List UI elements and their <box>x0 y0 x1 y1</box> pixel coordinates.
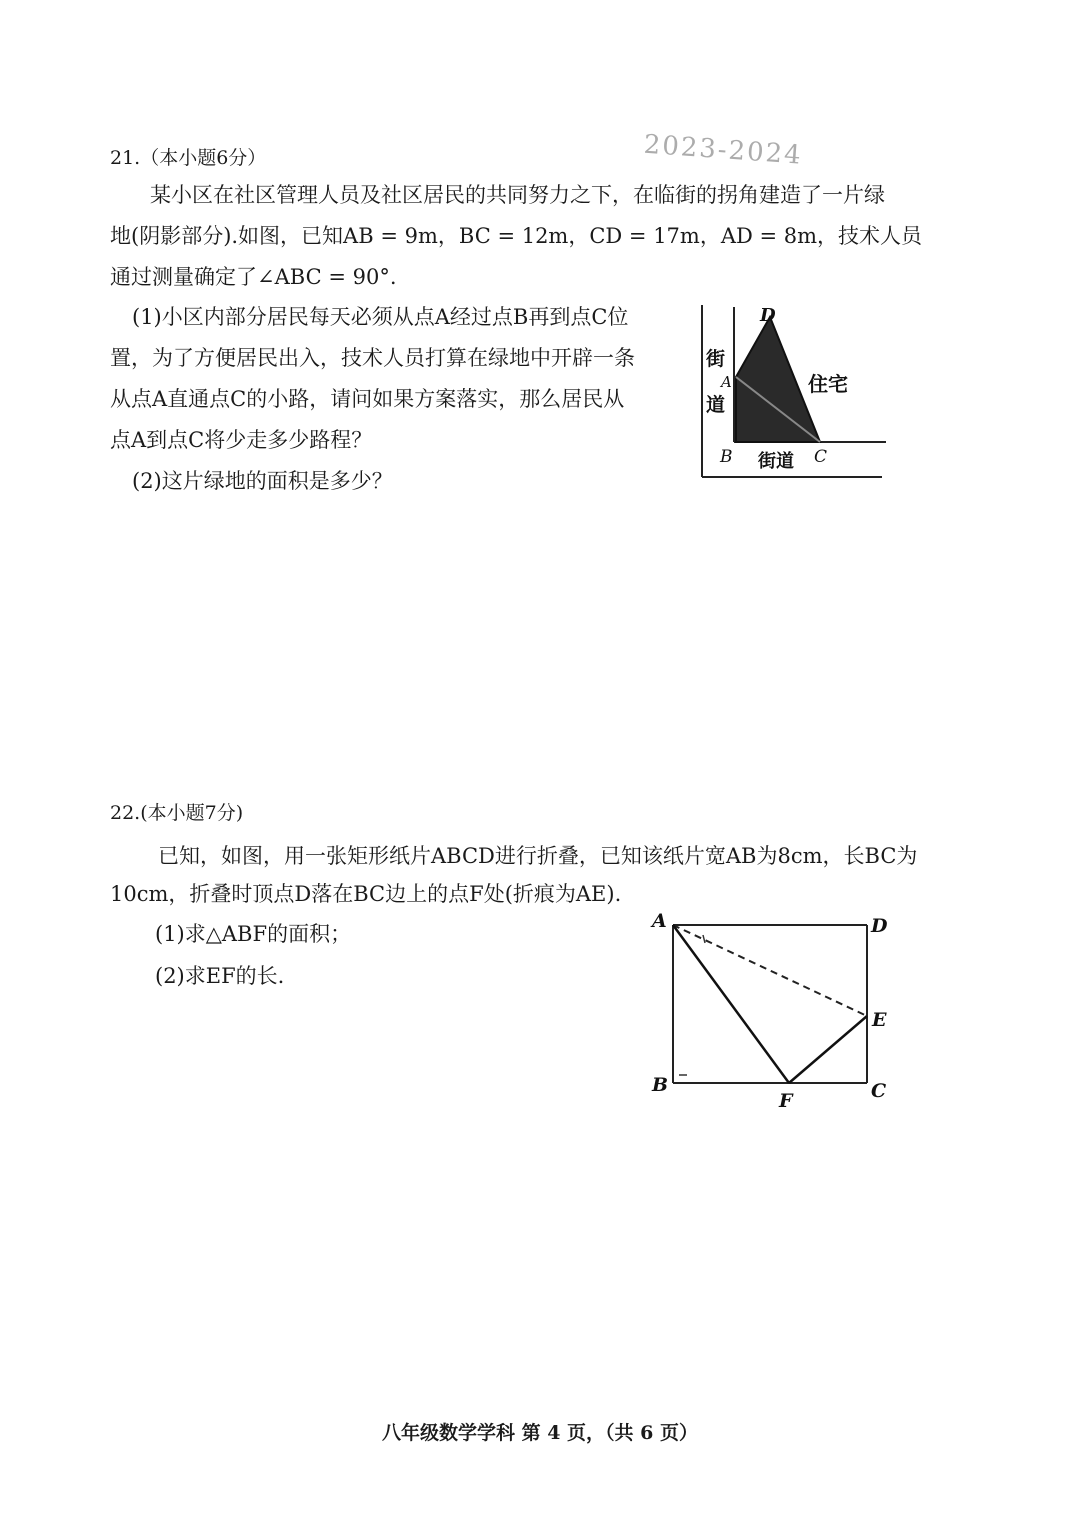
q22-fig-label-f: F <box>779 1090 793 1112</box>
q21-part1-line-1: (1)小区内部分居民每天必须从点A经过点B再到点C位 <box>132 305 629 329</box>
q22-text-line-2: 10cm，折叠时顶点D落在BC边上的点F处(折痕为AE). <box>110 882 622 906</box>
q22-fig-crease-ae <box>673 925 867 1016</box>
q21-part1-line-3: 从点A直通点C的小路，请问如果方案落实，那么居民从 <box>110 387 625 411</box>
q21-fig-label-c: C <box>814 447 828 467</box>
q22-fig-angle-mark-a <box>703 935 705 943</box>
q22-part2: (2)求EF的长. <box>155 964 285 988</box>
q22-fig-fold-af <box>673 925 789 1083</box>
q21-fig-street-vertical-1: 街 <box>706 348 726 370</box>
q22-part1: (1)求△ABF的面积； <box>155 922 352 946</box>
q21-fig-label-d: D <box>760 305 776 326</box>
q21-title: 21.（本小题6分） <box>110 147 267 169</box>
q21-fig-street-horizontal: 街道 <box>758 451 794 472</box>
q21-text-line-2: 地(阴影部分).如图，已知AB = 9m，BC = 12m，CD = 17m，AD = 8m，技术人员 <box>110 224 923 248</box>
q21-part1-line-4: 点A到点C将少走多少路程？ <box>110 428 373 452</box>
q22-fig-label-a: A <box>652 910 667 932</box>
q22-title: 22.(本小题7分) <box>110 802 244 824</box>
q21-fig-label-b: B <box>720 447 733 467</box>
q22-fig-label-c: C <box>871 1080 887 1102</box>
q22-fig-fold-fe <box>789 1016 867 1083</box>
q22-fig-label-d: D <box>871 915 888 937</box>
q22-fig-label-b: B <box>652 1074 669 1096</box>
q21-text-line-1: 某小区在社区管理人员及社区居民的共同努力之下，在临街的拐角建造了一片绿 <box>150 183 885 207</box>
watermark-stamp: 2023-2024 <box>642 129 804 171</box>
q21-part2: (2)这片绿地的面积是多少？ <box>132 469 393 493</box>
q21-figure <box>690 295 900 490</box>
q21-fig-residence: 住宅 <box>808 372 848 396</box>
q22-fig-label-e: E <box>872 1009 887 1031</box>
q22-figure <box>645 905 900 1115</box>
q22-text-line-1: 已知，如图，用一张矩形纸片ABCD进行折叠，已知该纸片宽AB为8cm，长BC为 <box>158 844 918 868</box>
q21-fig-label-a: A <box>721 373 732 391</box>
q21-text-line-3: 通过测量确定了∠ABC = 90°. <box>110 265 397 289</box>
q21-part1-line-2: 置，为了方便居民出入，技术人员打算在绿地中开辟一条 <box>110 346 635 370</box>
q21-fig-street-vertical-2: 道 <box>706 394 726 416</box>
page-footer: 八年级数学学科 第 4 页，（共 6 页） <box>381 1422 698 1444</box>
